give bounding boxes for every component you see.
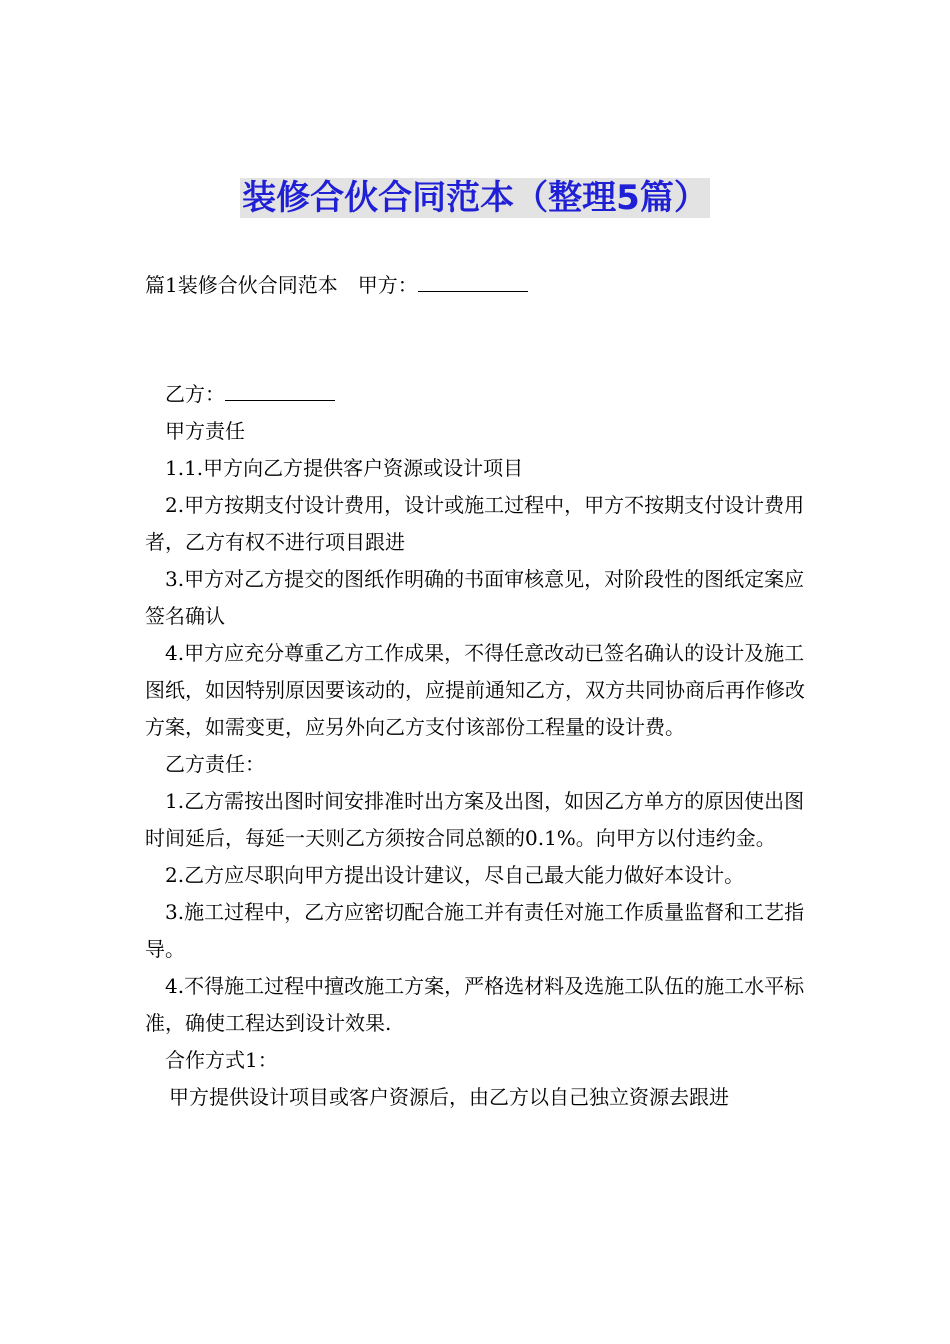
party-b-line (145, 376, 810, 413)
party-b-blank (225, 382, 335, 401)
intro-block (145, 267, 810, 304)
intro-line (145, 267, 810, 304)
party-b-label: 乙方： (165, 382, 225, 406)
clause-item: 1.1.甲方向乙方提供客户资源或设计项目 (165, 456, 524, 480)
intro-text: 篇1装修合伙合同范本 甲方： (145, 273, 418, 297)
clause-item: 4.不得施工过程中擅改施工方案，严格选材料及选施工队伍的施工水平标准，确使工程达到设计效果. (145, 974, 805, 1035)
section-heading: 乙方责任： (165, 752, 265, 776)
contract-body (145, 376, 810, 1116)
clause-item: 2.甲方按期支付设计费用，设计或施工过程中，甲方不按期支付设计费用者，乙方有权不进行项目跟进 (145, 493, 805, 554)
clause-item: 2.乙方应尽职向甲方提出设计建议，尽自己最大能力做好本设计。 (165, 863, 745, 887)
title-container (0, 178, 950, 218)
clause-item: 3.施工过程中，乙方应密切配合施工并有责任对施工作质量监督和工艺指导。 (145, 900, 805, 961)
clause-item: 3.甲方对乙方提交的图纸作明确的书面审核意见，对阶段性的图纸定案应签名确认 (145, 567, 805, 628)
section-heading: 合作方式1： (165, 1048, 278, 1072)
party-a-blank (418, 273, 528, 292)
clause-item: 1.乙方需按出图时间安排准时出方案及出图，如因乙方单方的原因使出图时间延后，每延一天则乙方须按合同总额的0.1%。向甲方以付违约金。 (145, 789, 805, 850)
section-heading: 甲方责任 (165, 419, 245, 443)
document-title: 装修合伙合同范本（整理5篇） (242, 178, 708, 218)
clause-item: 甲方提供设计项目或客户资源后，由乙方以自己独立资源去跟进 (169, 1085, 729, 1109)
clause-item: 4.甲方应充分尊重乙方工作成果，不得任意改动已签名确认的设计及施工图纸，如因特别原因要该动的，应提前通知乙方，双方共同协商后再作修改方案，如需变更，应另外向乙方支付该部份工程量的设计费。 (145, 641, 805, 739)
